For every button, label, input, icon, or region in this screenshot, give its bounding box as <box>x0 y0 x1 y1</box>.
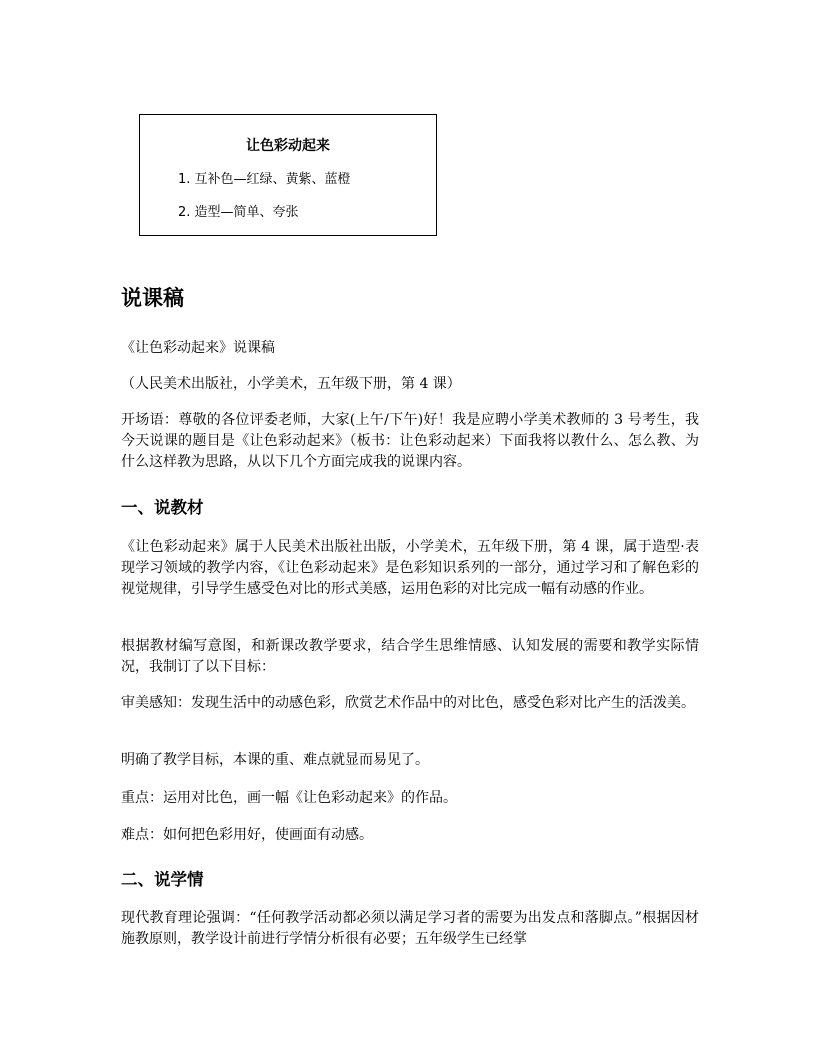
board-item-1: 1. 互补色—红绿、黄紫、蓝橙 <box>178 172 351 187</box>
lesson-title-line: 《让色彩动起来》说课稿 <box>121 340 275 356</box>
students-paragraph-1: 现代教育理论强调：“任何教学活动都必须以满足学习者的需要为出发点和落脚点。”根据因材施教原则，教学设计前进行学情分析很有必要；五年级学生已经掌 <box>121 910 699 947</box>
page-title: 说课稿 <box>121 286 184 310</box>
lesson-source-line: （人民美术出版社，小学美术，五年级下册，第 4 课） <box>121 376 461 392</box>
textbook-paragraph-1: 《让色彩动起来》属于人民美术出版社出版，小学美术，五年级下册，第 4 课，属于造型·表现学习领域的教学内容，《让色彩动起来》是色彩知识系列的一部分，通过学习和了解色彩的视觉规律，引导学生感受色对比的形式美感，运用色彩的对比完成一幅有动感的作业。 <box>121 539 699 597</box>
section-heading-students: 二、说学情 <box>121 870 204 889</box>
textbook-paragraph-4: 明确了教学目标，本课的重、难点就显而易见了。 <box>121 752 429 768</box>
blackboard-design-box <box>139 114 437 236</box>
opening-paragraph: 开场语：尊敬的各位评委老师，大家(上午/下午)好！我是应聘小学美术教师的 3 号考生，我今天说课的题目是《让色彩动起来》（板书：让色彩动起来）下面我将以教什么、怎么教、为什么这样教为思路，从以下几个方面完成我的说课内容。 <box>121 412 699 470</box>
board-title: 让色彩动起来 <box>246 138 330 154</box>
key-point-paragraph: 重点：运用对比色，画一幅《让色彩动起来》的作品。 <box>121 790 457 806</box>
difficulty-paragraph: 难点：如何把色彩用好，使画面有动感。 <box>121 827 373 843</box>
textbook-paragraph-2: 根据教材编写意图，和新课改教学要求，结合学生思维情感、认知发展的需要和教学实际情况，我制订了以下目标： <box>121 638 699 675</box>
textbook-paragraph-3: 审美感知：发现生活中的动感色彩，欣赏艺术作品中的对比色，感受色彩对比产生的活泼美。 <box>121 695 695 711</box>
board-item-2: 2. 造型—简单、夸张 <box>178 205 299 220</box>
section-heading-textbook: 一、说教材 <box>121 498 204 517</box>
